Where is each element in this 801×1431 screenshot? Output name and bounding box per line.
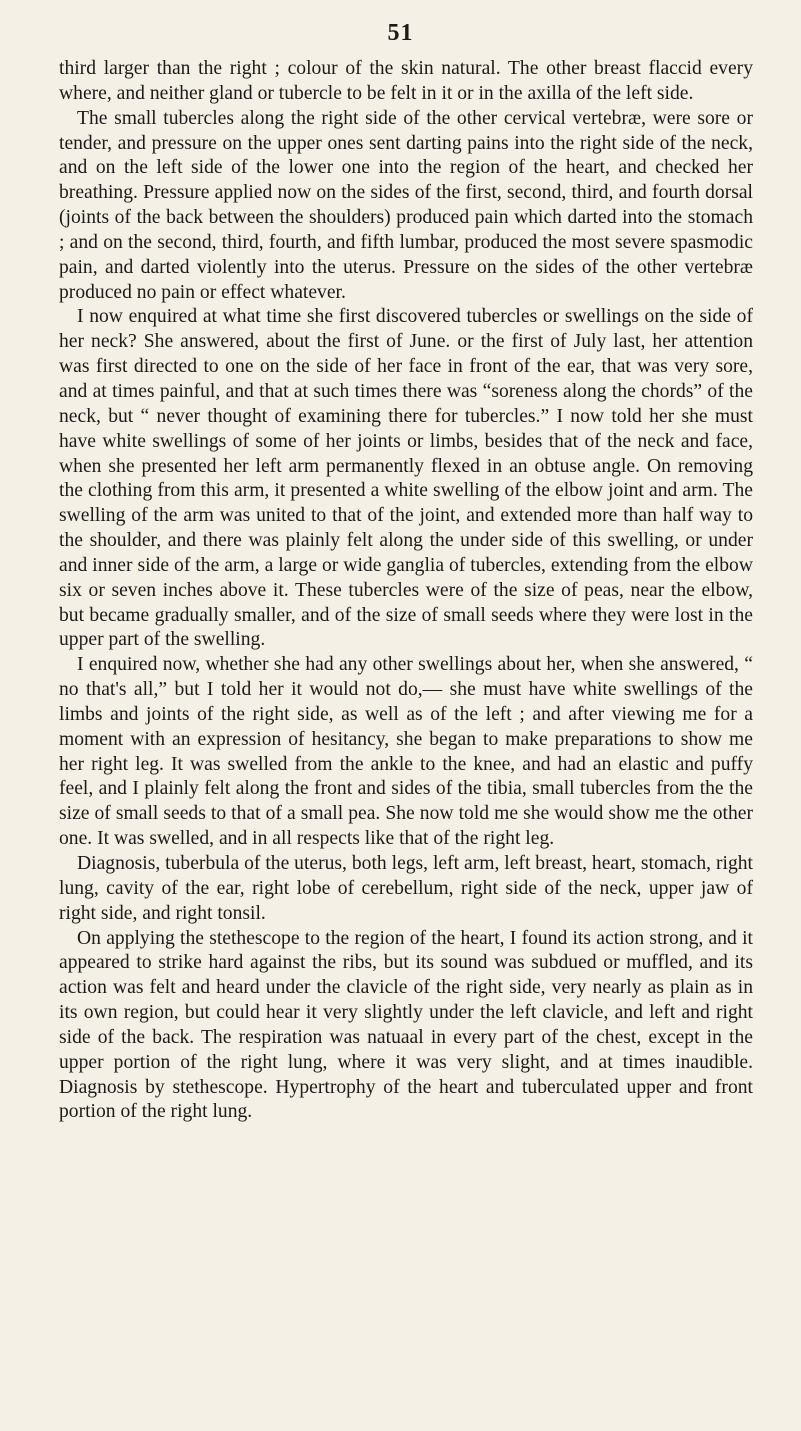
paragraph-vertebrae-pressure: The small tubercles along the right side of the other cervical vertebræ, were sore or tender, and pressure on the upper ones sent darting pains into the right side of the neck, and on the left side of the lower one into the region of the heart, and checked her breathing. Pressure applied now on the sides of the first, second, third, and fourth dorsal (joints of the back between the shoulders) produced pain which darted into the stomach ; and on the second, third, fourth, and fifth lumbar, produced the most severe spasmodic pain, and darted violently into the uterus. Pressure on the sides of the other vertebræ produced no pain or effect whatever.	[59, 107, 753, 303]
paragraph-stethescope: On applying the stethescope to the region of the heart, I found its action strong, and it appeared to strike hard against the ribs, but its sound was subdued or muffled, and its action was felt and heard under the clavicle of the right side, very nearly as plain as in its own region, but could hear it very slightly under the left clavicle, and left and right side of the back. The respiration was natuaal in every part of the chest, except in the upper portion of the right lung, where it was very slight, and at times inaudible. Diagnosis by stethescope. Hypertrophy of the heart and tuberculated upper and front portion of the right lung.	[59, 927, 753, 1123]
paragraph-breast-continuation: third larger than the right ; colour of the skin natural. The other breast flaccid every where, and neither gland or tubercle to be felt in it or in the axilla of the left side.	[59, 58, 753, 104]
paragraph-tubercles-history: I now enquired at what time she first discovered tubercles or swellings on the side of her neck? She answered, about the first of June. or the first of July last, her attention was first directed to one on the side of her face in front of the ear, that was very sore, and at times painful, and that at such times there was “soreness along the chords” of the neck, but “ never thought of examining there for tubercles.” I now told her she must have white swellings of some of her joints or limbs, besides that of the neck and face, when she presented her left arm permanently flexed in an obtuse angle. On removing the clothing from this arm, it presented a white swelling of the elbow joint and arm. The swelling of the arm was united to that of the joint, and extended more than half way to the shoulder, and there was plainly felt along the under side of this swelling, or under and inner side of the arm, a large or wide ganglia of tubercles, extending from the elbow six or seven inches above it. These tubercles were of the size of peas, near the elbow, but became gradually smaller, and of the size of small seeds where they were lost in the upper part of the swelling.	[59, 306, 753, 651]
paragraph-diagnosis: Diagnosis, tuberbula of the uterus, both legs, left arm, left breast, heart, stomach, right lung, cavity of the ear, right lobe of cerebellum, right side of the neck, upper jaw of right side, and right tonsil.	[59, 853, 753, 924]
body-text	[59, 57, 753, 1125]
page-number: 51	[387, 20, 414, 46]
paragraph-right-leg: I enquired now, whether she had any other swellings about her, when she answered, “ no that's all,” but I told her it would not do,— she must have white swellings of the limbs and joints of the right side, as well as of the left ; and after viewing me for a moment with an expression of hesitancy, she began to make preparations to show me her right leg. It was swelled from the ankle to the knee, and had an elastic and puffy feel, and I plainly felt along the front and sides of the tibia, small tubercles from the the size of small seeds to that of a small pea. She now told me she would show me the other one. It was swelled, and in all respects like that of the right leg.	[59, 654, 753, 850]
